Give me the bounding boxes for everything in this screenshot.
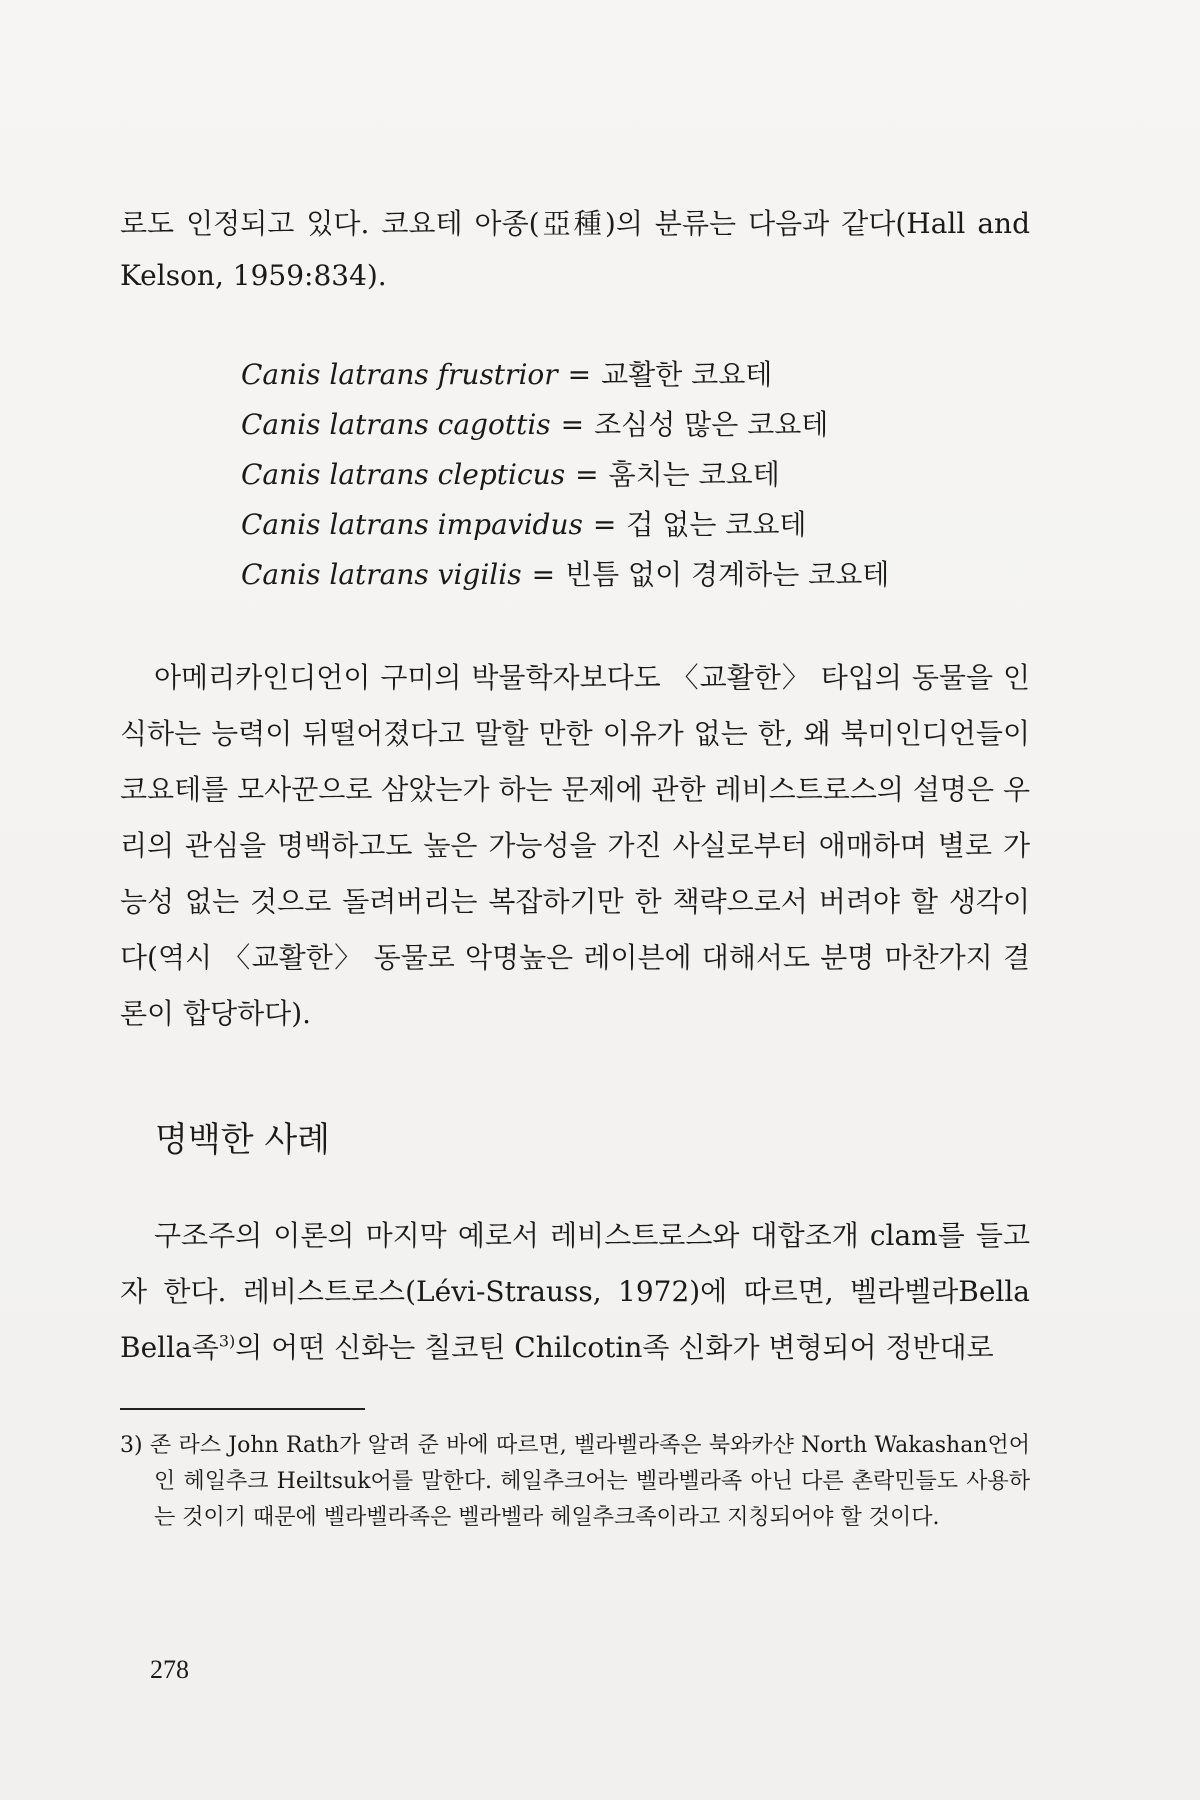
subspecies-latin-name: Canis latrans impavidus bbox=[241, 508, 583, 541]
footnote-divider bbox=[120, 1408, 365, 1410]
subspecies-item bbox=[241, 550, 1021, 600]
section-heading: 명백한 사례 bbox=[155, 1120, 331, 1160]
subspecies-latin-name: Canis latrans cagottis bbox=[241, 408, 551, 441]
subspecies-korean-name: 조심성 많은 코요테 bbox=[594, 408, 829, 441]
subspecies-list bbox=[241, 350, 1021, 600]
subspecies-item bbox=[241, 500, 1021, 550]
footnote-reference: 3) bbox=[218, 1331, 236, 1351]
subspecies-korean-name: 교활한 코요테 bbox=[601, 358, 773, 391]
body-paragraph bbox=[120, 1208, 1030, 1376]
subspecies-korean-name: 훔치는 코요테 bbox=[608, 458, 780, 491]
subspecies-latin-name: Canis latrans vigilis bbox=[241, 558, 522, 591]
equals-sign: = bbox=[531, 558, 556, 591]
page-number: 278 bbox=[150, 1655, 189, 1684]
equals-sign: = bbox=[575, 458, 599, 491]
subspecies-korean-name: 빈틈 없이 경계하는 코요테 bbox=[565, 558, 890, 591]
subspecies-item bbox=[241, 450, 1021, 500]
intro-paragraph: 로도 인정되고 있다. 코요테 아종(亞種)의 분류는 다음과 같다(Hall and Kelson, 1959:834). bbox=[120, 207, 1030, 292]
equals-sign: = bbox=[592, 508, 617, 541]
subspecies-latin-name: Canis latrans clepticus bbox=[241, 458, 566, 491]
subspecies-item bbox=[241, 400, 1021, 450]
subspecies-item bbox=[241, 350, 1021, 400]
equals-sign: = bbox=[567, 358, 592, 391]
paragraph-text: 구조주의 이론의 마지막 예로서 레비스트로스와 대합조개 clam를 들고자 한다. 레비스트로스(Lévi-Strauss, 1972)에 따르면, 벨라벨라Bella Bella족 bbox=[120, 1219, 1030, 1364]
paragraph-text: 의 어떤 신화는 칠코틴 Chilcotin족 신화가 변형되어 정반대로 bbox=[235, 1331, 994, 1364]
subspecies-latin-name: Canis latrans frustrior bbox=[241, 358, 558, 391]
equals-sign: = bbox=[560, 408, 585, 441]
body-paragraph: 아메리카인디언이 구미의 박물학자보다도 〈교활한〉 타입의 동물을 인식하는 능력이 뒤떨어졌다고 말할 만한 이유가 없는 한, 왜 북미인디언들이 코요테를 모사꾼으로 삼았는가 하는 문제에 관한 레비스트로스의 설명은 우리의 관심을 명백하고도 높은 가능성을 가진 사실로부터 애매하며 별로 가능성 없는 것으로 돌려버리는 복잡하기만 한 책략으로서 버려야 할 생각이다(역시 〈교활한〉 동물로 악명높은 레이븐에 대해서도 분명 마찬가지 결론이 합당하다). bbox=[120, 661, 1030, 1030]
subspecies-korean-name: 겁 없는 코요테 bbox=[626, 508, 807, 541]
footnote: 3) 존 라스 John Rath가 알려 준 바에 따르면, 벨라벨라족은 북와카샨 North Wakashan언어인 헤일추크 Heiltsuk어를 말한다. 헤일추크어는 벨라벨라족 아닌 다른 촌락민들도 사용하는 것이기 때문에 벨라벨라족은 벨라벨라 헤일추크족이라고 지칭되어야 할 것이다. bbox=[120, 1433, 1030, 1530]
